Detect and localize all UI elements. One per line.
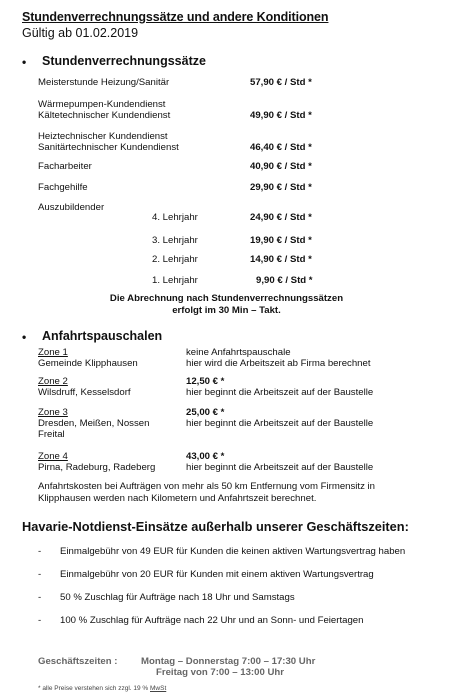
valid-from: Gültig ab 01.02.2019	[22, 26, 139, 40]
rate-label: Fachgehilfe	[38, 182, 88, 193]
footnote-vat: MwSt	[150, 685, 167, 692]
section-heading-travel: Anfahrtspauschalen	[42, 329, 163, 343]
zone-desc: hier beginnt die Arbeitszeit auf der Baustelle	[186, 387, 374, 398]
bullet: •	[22, 55, 27, 69]
dash: -	[38, 569, 42, 580]
hours-label: Geschäftszeiten :	[38, 656, 118, 667]
rate-price: 49,90 € / Std *	[250, 110, 312, 121]
rate-price: 57,90 € / Std *	[250, 77, 312, 88]
travel-note-line: Klipphausen werden nach Kilometern und Anfahrtszeit berechnet.	[38, 493, 317, 504]
rate-price: 29,90 € / Std *	[250, 182, 312, 193]
zone-label: Zone 1	[38, 347, 68, 358]
trainee-price: 9,90 € / Std *	[256, 275, 313, 286]
zone-label: Zone 4	[38, 451, 68, 462]
rate-label: Heiztechnischer Kundendienst	[38, 131, 168, 142]
zone-places: Freital	[38, 429, 65, 440]
zone-places: Pirna, Radeburg, Radeberg	[38, 462, 156, 473]
hours-line: Montag – Donnerstag 7:00 – 17:30 Uhr	[141, 656, 316, 667]
emergency-item: Einmalgebühr von 49 EUR für Kunden die keinen aktiven Wartungsvertrag haben	[60, 546, 406, 557]
dash: -	[38, 615, 42, 626]
bullet: •	[22, 330, 27, 344]
trainee-price: 24,90 € / Std *	[250, 212, 312, 223]
section-heading-rates: Stundenverrechnungssätze	[42, 54, 206, 68]
trainee-year: 1. Lehrjahr	[152, 275, 198, 286]
zone-desc: hier beginnt die Arbeitszeit auf der Baustelle	[186, 418, 374, 429]
zone-desc: keine Anfahrtspauschale	[186, 347, 291, 358]
trainee-label: Auszubildender	[38, 202, 105, 213]
zone-label: Zone 2	[38, 376, 68, 387]
emergency-item: 50 % Zuschlag für Aufträge nach 18 Uhr und Samstags	[60, 592, 295, 603]
emergency-heading: Havarie-Notdienst-Einsätze außerhalb unserer Geschäftszeiten:	[22, 519, 409, 534]
footnote	[38, 685, 166, 692]
zone-label: Zone 3	[38, 407, 68, 418]
zone-price: 25,00 € *	[186, 407, 225, 418]
trainee-price: 19,90 € / Std *	[250, 235, 312, 246]
zone-price: 12,50 € *	[186, 376, 225, 387]
page-title: Stundenverrechnungssätze und andere Konditionen	[22, 10, 329, 24]
zone-desc: hier beginnt die Arbeitszeit auf der Baustelle	[186, 462, 374, 473]
trainee-year: 3. Lehrjahr	[152, 235, 198, 246]
rate-label: Wärmepumpen-Kundendienst	[38, 99, 166, 110]
travel-note-line: Anfahrtskosten bei Aufträgen von mehr als 50 km Entfernung vom Firmensitz in	[38, 481, 376, 492]
dash: -	[38, 546, 42, 557]
trainee-price: 14,90 € / Std *	[250, 254, 312, 265]
zone-price: 43,00 € *	[186, 451, 225, 462]
rate-label: Kältetechnischer Kundendienst	[38, 110, 171, 121]
rate-label: Sanitärtechnischer Kundendienst	[38, 142, 179, 153]
hours-line: Freitag von 7:00 – 13:00 Uhr	[156, 667, 284, 678]
dash: -	[38, 592, 42, 603]
rate-price: 40,90 € / Std *	[250, 161, 312, 172]
zone-places: Gemeinde Klipphausen	[38, 358, 138, 369]
emergency-item: 100 % Zuschlag für Aufträge nach 22 Uhr und an Sonn- und Feiertagen	[60, 615, 364, 626]
rate-label: Facharbeiter	[38, 161, 92, 172]
rate-label: Meisterstunde Heizung/Sanitär	[38, 77, 170, 88]
billing-note-line: erfolgt im 30 Min – Takt.	[172, 305, 281, 316]
zone-places: Wilsdruff, Kesselsdorf	[38, 387, 131, 398]
zone-desc: hier wird die Arbeitszeit ab Firma berechnet	[186, 358, 371, 369]
rate-price: 46,40 € / Std *	[250, 142, 312, 153]
trainee-year: 4. Lehrjahr	[152, 212, 198, 223]
zone-places: Dresden, Meißen, Nossen	[38, 418, 150, 429]
footnote-text: * alle Preise verstehen sich zzgl. 19 %	[38, 685, 150, 692]
trainee-year: 2. Lehrjahr	[152, 254, 198, 265]
billing-note-line: Die Abrechnung nach Stundenverrechnungssätzen	[109, 293, 344, 304]
emergency-item: Einmalgebühr von 20 EUR für Kunden mit einem aktiven Wartungsvertrag	[60, 569, 374, 580]
